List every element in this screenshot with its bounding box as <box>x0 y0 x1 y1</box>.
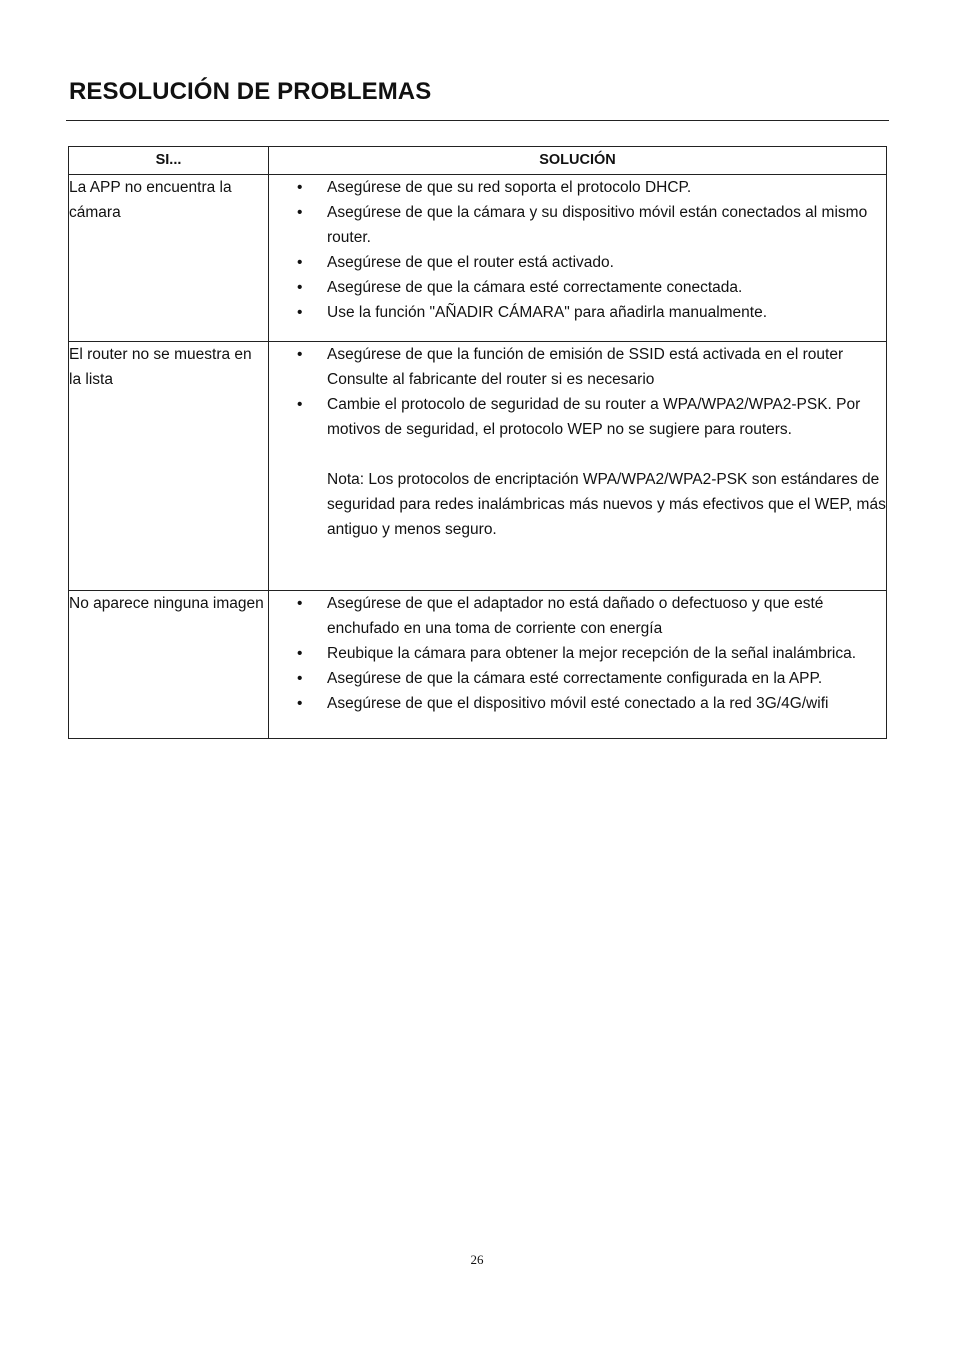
solution-text: Asegúrese de que la cámara esté correctamente configurada en la APP. <box>327 670 823 687</box>
solution-cell <box>269 175 887 342</box>
list-item <box>269 666 886 691</box>
list-item <box>269 591 886 641</box>
bullet-icon: • <box>297 346 303 363</box>
bullet-icon: • <box>297 695 303 712</box>
column-header-solucion: SOLUCIÓN <box>269 147 887 175</box>
solution-text: Asegúrese de que su red soporta el protocolo DHCP. <box>327 179 692 196</box>
title-divider <box>66 120 889 121</box>
list-item <box>269 392 886 442</box>
cause-cell <box>69 591 269 739</box>
solution-cell <box>269 342 887 591</box>
cause-cell <box>69 175 269 342</box>
solution-cell <box>269 591 887 739</box>
solution-text: Asegúrese de que la cámara y su dispositivo móvil están conectados al mismo router. <box>327 204 868 246</box>
bullet-icon: • <box>297 304 303 321</box>
bullet-icon: • <box>297 396 303 413</box>
bullet-icon: • <box>297 254 303 271</box>
bullet-icon: • <box>297 670 303 687</box>
solution-text: Asegúrese de que el router está activado. <box>327 254 614 271</box>
cause-text: La APP no encuentra la cámara <box>69 179 232 221</box>
solution-text: Asegúrese de que la cámara esté correctamente conectada. <box>327 279 743 296</box>
bullet-icon: • <box>297 645 303 662</box>
solution-text: Cambie el protocolo de seguridad de su router a WPA/WPA2/WPA2-PSK. Por motivos de seguridad, el protocolo WEP no se sugiere para routers. <box>327 396 861 438</box>
list-item <box>269 250 886 275</box>
solution-text: Asegúrese de que el adaptador no está dañado o defectuoso y que esté enchufado en una toma de corriente con energía <box>327 595 824 637</box>
solution-list <box>269 591 886 716</box>
list-item <box>269 275 886 300</box>
list-item <box>269 300 886 325</box>
solution-list <box>269 175 886 325</box>
table-row <box>69 342 887 591</box>
note-text: Nota: Los protocolos de encriptación WPA/WPA2/WPA2-PSK son estándares de seguridad para redes inalámbricas más nuevos y más efectivos que el WEP, más antiguo y menos seguro. <box>327 471 886 538</box>
list-item <box>269 175 886 200</box>
list-item <box>269 641 886 666</box>
cause-text: No aparece ninguna imagen <box>69 595 264 612</box>
table-row <box>69 591 887 739</box>
solution-text: Asegúrese de que el dispositivo móvil esté conectado a la red 3G/4G/wifi <box>327 695 829 712</box>
bullet-icon: • <box>297 179 303 196</box>
solution-text: Reubique la cámara para obtener la mejor recepción de la señal inalámbrica. <box>327 645 857 662</box>
bullet-icon: • <box>297 204 303 221</box>
list-item <box>269 691 886 716</box>
page-title: RESOLUCIÓN DE PROBLEMAS <box>69 78 432 105</box>
solution-text: Use la función "AÑADIR CÁMARA" para añadirla manualmente. <box>327 304 768 321</box>
column-header-si: SI... <box>69 147 269 175</box>
table-header-row <box>69 147 887 175</box>
solution-list <box>269 342 886 442</box>
bullet-icon: • <box>297 595 303 612</box>
bullet-icon: • <box>297 279 303 296</box>
troubleshooting-table <box>68 146 887 739</box>
cause-text: El router no se muestra en la lista <box>69 346 252 388</box>
cause-cell <box>69 342 269 591</box>
list-item <box>269 342 886 392</box>
table-row <box>69 175 887 342</box>
solution-text: Asegúrese de que la función de emisión de SSID está activada en el router Consulte al fabricante del router si es necesario <box>327 346 844 388</box>
page-number: 26 <box>470 1252 484 1267</box>
list-item <box>269 200 886 250</box>
